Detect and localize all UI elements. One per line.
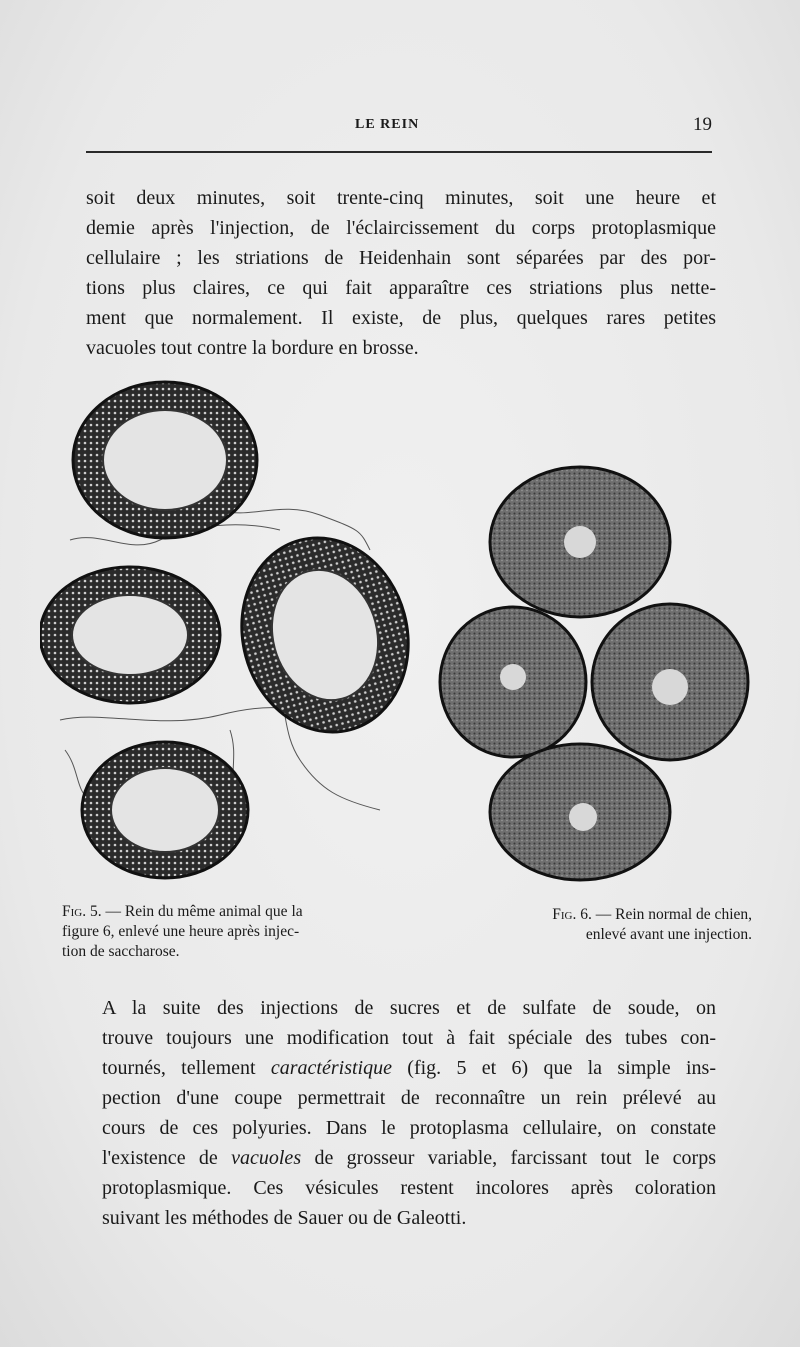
text-line: pection d'une coupe permettrait de reconnaître un rein prélevé au: [102, 1087, 716, 1109]
running-title: LE REIN: [355, 117, 420, 132]
tubule-normal-right: [592, 604, 748, 760]
emphasis: vacuoles: [231, 1147, 302, 1169]
text-line: tournés, tellement caractéristique (fig. 5 et 6) que la simple ins-: [102, 1057, 716, 1079]
emphasis: caractéristique: [270, 1057, 392, 1079]
text-line: demie après l'injection, de l'éclaircissement du corps protoplasmique: [86, 217, 716, 239]
text-line: trouve toujours une modification tout à fait spéciale des tubes con-: [102, 1027, 716, 1049]
caption-text: tion de saccharose.: [62, 943, 180, 960]
figure-5-caption: [62, 902, 392, 962]
caption-text: — Rein du même animal que la: [101, 903, 303, 920]
caption-text: — Rein normal de chien,: [591, 906, 752, 923]
text-line: cours de ces polyuries. Dans le protoplasma cellulaire, on constate: [102, 1117, 716, 1139]
text-line: tions plus claires, ce qui fait apparaître ces striations plus nette-: [86, 277, 716, 299]
text-line: A la suite des injections de sucres et de sulfate de soude, on: [102, 997, 716, 1019]
tubule-normal-top: [490, 467, 670, 617]
figure-6-label: Fig. 6.: [552, 906, 592, 923]
figure-5-label: Fig. 5.: [62, 903, 102, 920]
tubule-bottom: [82, 742, 248, 878]
text-line: l'existence de vacuoles de grosseur variable, farcissant tout le corps: [102, 1147, 716, 1169]
figure-6-caption: [462, 905, 752, 945]
tubule-right: [220, 519, 429, 751]
top-paragraph: [86, 183, 716, 363]
text-line: suivant les méthodes de Sauer ou de Galeotti.: [102, 1207, 467, 1229]
tubule-normal-bottom: [490, 744, 670, 880]
text-line: protoplasmique. Ces vésicules restent incolores après coloration: [102, 1177, 716, 1199]
text-line: ment que normalement. Il existe, de plus, quelques rares petites: [86, 307, 716, 329]
figure-6-tubules-illustration: [438, 462, 768, 892]
tubule-top: [73, 382, 257, 538]
bottom-paragraph: [86, 993, 716, 1233]
figure-5-tubules-illustration: [40, 380, 430, 895]
text-line: cellulaire ; les striations de Heidenhain sont séparées par des por-: [86, 247, 716, 269]
caption-text: figure 6, enlevé une heure après injec-: [62, 923, 300, 940]
tubule-normal-left: [440, 607, 586, 757]
text-line: soit deux minutes, soit trente-cinq minutes, soit une heure et: [86, 187, 716, 209]
text-line: vacuoles tout contre la bordure en brosse.: [86, 337, 419, 359]
caption-text: enlevé avant une injection.: [585, 926, 752, 943]
page-number: 19: [693, 114, 712, 135]
header-rule: [86, 151, 712, 153]
tubule-left: [40, 567, 220, 703]
